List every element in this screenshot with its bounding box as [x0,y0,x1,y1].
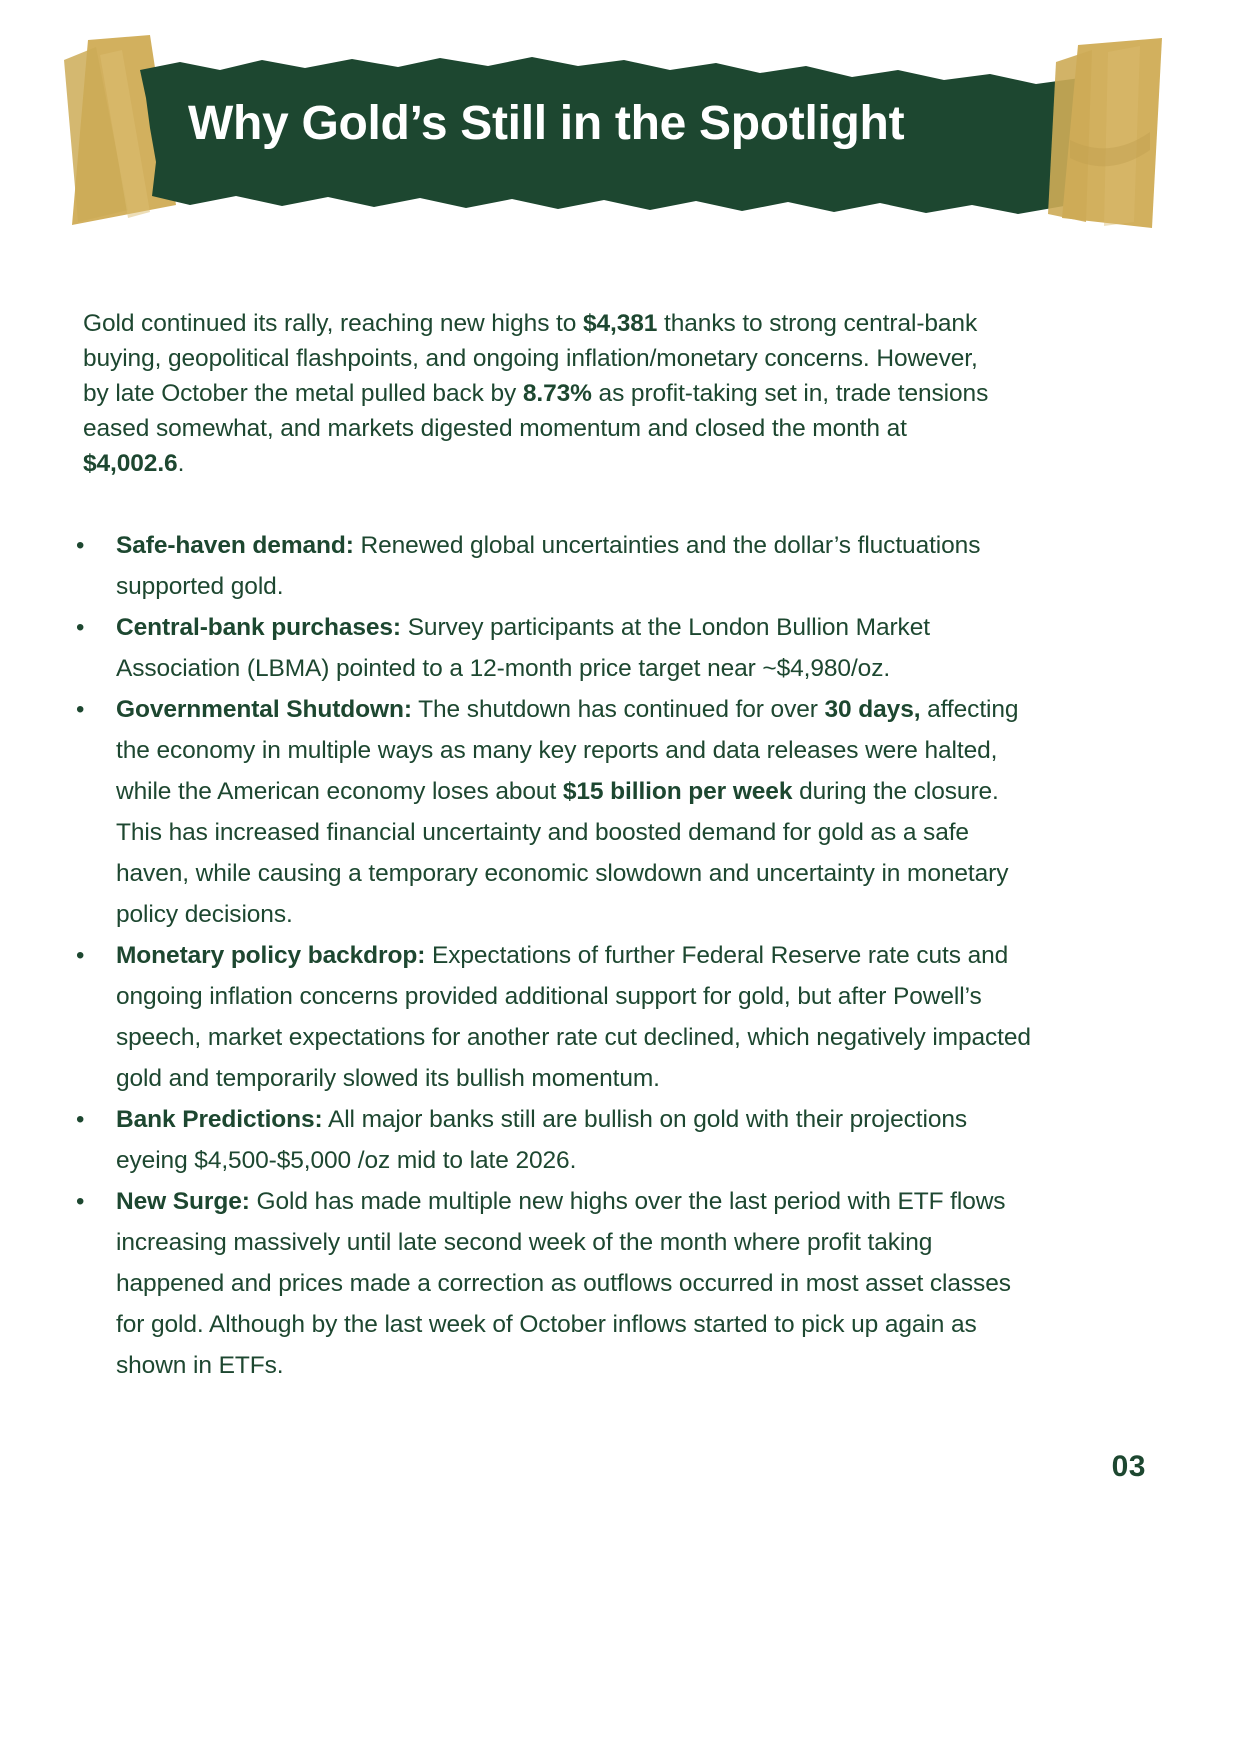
intro-segment-4: as profit-taking set in, trade tensions eased somewhat, and markets digested momentum and closed the month at [83,379,989,442]
intro-segment-0: Gold continued its rally, reaching new highs to [83,309,583,337]
header-banner [0,0,1242,250]
key-points-list [72,525,1037,1386]
monetary-policy-backdrop-text [116,935,1037,1099]
intro-segment-5: $4,002.6 [83,449,178,477]
bullet-marker-icon: • [76,532,85,559]
safe-haven-demand-segment-0: Safe-haven demand: [116,532,354,559]
central-bank-purchases-segment-1: Survey participants at the London Bullion Market Association (LBMA) pointed to a 12-month price target near ~$4,980/oz. [116,614,930,682]
new-surge-segment-0: New Surge: [116,1188,250,1215]
safe-haven-demand-segment-1: Renewed global uncertainties and the dollar’s fluctuations supported gold. [116,532,981,600]
bullet-marker-icon: • [76,1106,85,1133]
governmental-shutdown-segment-5: during the closure. This has increased financial uncertainty and boosted demand for gold as a safe haven, while causing a temporary economic slowdown and uncertainty in monetary policy decisions. [116,778,1009,928]
new-surge-segment-1: Gold has made multiple new highs over the last period with ETF flows increasing massively until late second week of the month where profit taking happened and prices made a correction as outflows occurred in most asset classes for gold. Although by the last week of October inflows started to pick up again as shown in ETFs. [116,1188,1011,1379]
bullet-marker-icon: • [76,1188,85,1215]
central-bank-purchases-segment-0: Central-bank purchases: [116,614,401,641]
safe-haven-demand-text [116,525,1037,607]
monetary-policy-backdrop-segment-1: Expectations of further Federal Reserve rate cuts and ongoing inflation concerns provided additional support for gold, but after Powell’s speech, market expectations for another rate cut declined, which negatively impacted gold and temporarily slowed its bullish momentum. [116,942,1031,1092]
page-number: 03 [1111,1450,1146,1483]
list-item-safe-haven-demand [72,525,1037,607]
intro-segment-1: $4,381 [583,309,658,337]
bank-predictions-segment-0: Bank Predictions: [116,1106,323,1133]
governmental-shutdown-segment-0: Governmental Shutdown: [116,696,412,723]
bullet-marker-icon: • [76,614,85,641]
governmental-shutdown-segment-3: affecting the economy in multiple ways as many key reports and data releases were halted, while the American economy loses about [116,696,1019,805]
intro-segment-3: 8.73% [522,379,592,407]
intro-segment-2: thanks to strong central-bank buying, geopolitical flashpoints, and ongoing inflation/monetary concerns. However, by late October the metal pulled back by [83,309,978,407]
list-item-bank-predictions [72,1099,1037,1181]
governmental-shutdown-text [116,689,1037,935]
governmental-shutdown-segment-1: The shutdown has continued for over [411,696,825,723]
intro-paragraph [83,306,998,481]
bullet-marker-icon: • [76,942,85,969]
governmental-shutdown-segment-2: 30 days, [824,696,921,723]
central-bank-purchases-text [116,607,1037,689]
governmental-shutdown-segment-4: $15 billion per week [562,778,793,805]
intro-segment-6: . [177,449,185,477]
list-item-new-surge [72,1181,1037,1386]
list-item-central-bank-purchases [72,607,1037,689]
bank-predictions-segment-1: All major banks still are bullish on gold with their projections eyeing $4,500-$5,000 /oz mid to late 2026. [116,1106,968,1174]
page-title: Why Gold’s Still in the Spotlight [188,97,905,150]
bank-predictions-text [116,1099,1037,1181]
list-item-monetary-policy-backdrop [72,935,1037,1099]
new-surge-text [116,1181,1037,1386]
list-item-governmental-shutdown [72,689,1037,935]
bullet-marker-icon: • [76,696,85,723]
monetary-policy-backdrop-segment-0: Monetary policy backdrop: [116,942,426,969]
